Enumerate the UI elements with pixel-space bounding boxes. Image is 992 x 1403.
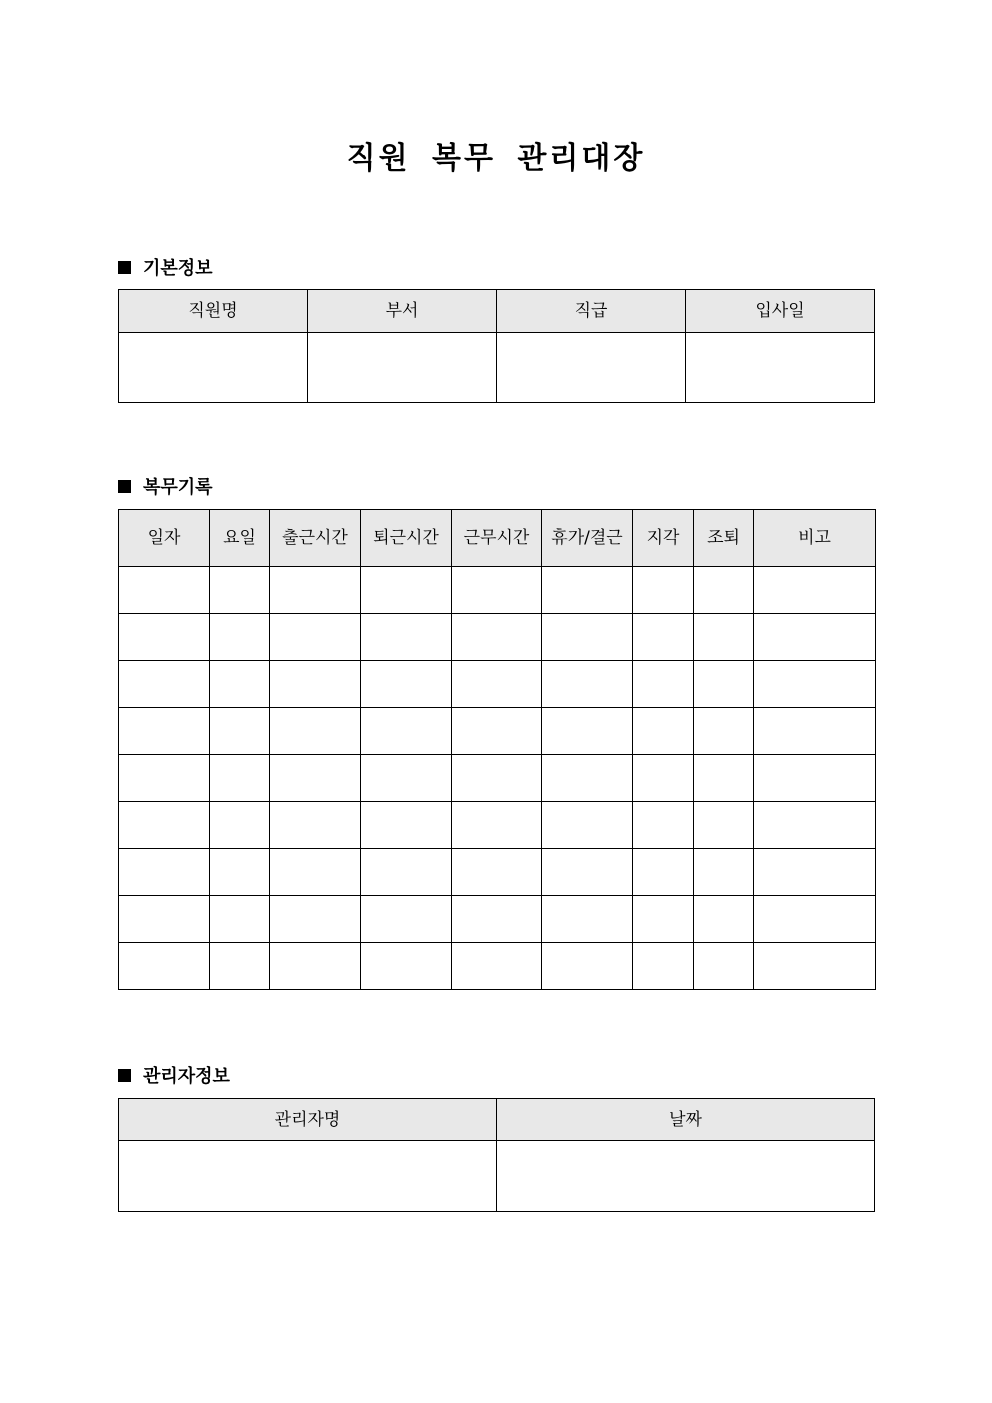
- cell-date[interactable]: [119, 567, 210, 614]
- cell-clock-in[interactable]: [270, 614, 361, 661]
- cell-weekday[interactable]: [210, 661, 270, 708]
- cell-leave-absence[interactable]: [542, 802, 633, 849]
- table-row: [119, 849, 876, 896]
- table-row: [119, 614, 876, 661]
- header-late: 지각: [633, 510, 694, 567]
- cell-leave-absence[interactable]: [542, 661, 633, 708]
- header-manager-name: 관리자명: [119, 1099, 497, 1141]
- header-clock-in: 출근시간: [270, 510, 361, 567]
- header-date: 일자: [119, 510, 210, 567]
- cell-leave-absence[interactable]: [542, 567, 633, 614]
- table-header-row: [119, 1099, 875, 1141]
- cell-manager-name[interactable]: [119, 1141, 497, 1212]
- header-department: 부서: [308, 290, 497, 333]
- header-clock-out: 퇴근시간: [361, 510, 452, 567]
- cell-remarks[interactable]: [754, 708, 876, 755]
- table-row: [119, 567, 876, 614]
- cell-late[interactable]: [633, 708, 694, 755]
- cell-remarks[interactable]: [754, 614, 876, 661]
- header-sign-date: 날짜: [497, 1099, 875, 1141]
- table-row: [119, 896, 876, 943]
- cell-date[interactable]: [119, 708, 210, 755]
- header-weekday: 요일: [210, 510, 270, 567]
- cell-late[interactable]: [633, 802, 694, 849]
- cell-early-leave[interactable]: [694, 661, 754, 708]
- header-work-hours: 근무시간: [452, 510, 542, 567]
- cell-clock-out[interactable]: [361, 708, 452, 755]
- table-row: [119, 802, 876, 849]
- cell-work-hours[interactable]: [452, 802, 542, 849]
- cell-late[interactable]: [633, 896, 694, 943]
- cell-remarks[interactable]: [754, 567, 876, 614]
- cell-date[interactable]: [119, 896, 210, 943]
- cell-clock-in[interactable]: [270, 755, 361, 802]
- cell-late[interactable]: [633, 614, 694, 661]
- cell-weekday[interactable]: [210, 755, 270, 802]
- square-bullet-icon: [118, 1069, 131, 1082]
- cell-clock-in[interactable]: [270, 943, 361, 990]
- cell-clock-in[interactable]: [270, 708, 361, 755]
- cell-early-leave[interactable]: [694, 849, 754, 896]
- cell-date[interactable]: [119, 802, 210, 849]
- cell-clock-out[interactable]: [361, 943, 452, 990]
- cell-date[interactable]: [119, 755, 210, 802]
- table-row: [119, 661, 876, 708]
- manager-info-table: [118, 1098, 875, 1212]
- cell-remarks[interactable]: [754, 755, 876, 802]
- table-row: [119, 1141, 875, 1212]
- cell-work-hours[interactable]: [452, 567, 542, 614]
- cell-leave-absence[interactable]: [542, 708, 633, 755]
- cell-leave-absence[interactable]: [542, 849, 633, 896]
- section-title-basic: [118, 254, 213, 280]
- cell-sign-date[interactable]: [497, 1141, 875, 1212]
- cell-remarks[interactable]: [754, 849, 876, 896]
- cell-work-hours[interactable]: [452, 849, 542, 896]
- header-early-leave: 조퇴: [694, 510, 754, 567]
- cell-weekday[interactable]: [210, 802, 270, 849]
- header-position: 직급: [497, 290, 686, 333]
- cell-clock-out[interactable]: [361, 661, 452, 708]
- table-row: [119, 943, 876, 990]
- cell-clock-out[interactable]: [361, 567, 452, 614]
- square-bullet-icon: [118, 480, 131, 493]
- cell-date[interactable]: [119, 661, 210, 708]
- header-hire-date: 입사일: [686, 290, 875, 333]
- cell-work-hours[interactable]: [452, 661, 542, 708]
- table-header-row: [119, 290, 875, 333]
- cell-remarks[interactable]: [754, 943, 876, 990]
- cell-work-hours[interactable]: [452, 943, 542, 990]
- cell-late[interactable]: [633, 849, 694, 896]
- cell-early-leave[interactable]: [694, 943, 754, 990]
- cell-leave-absence[interactable]: [542, 896, 633, 943]
- attendance-record-body: [119, 567, 876, 990]
- cell-remarks[interactable]: [754, 802, 876, 849]
- cell-weekday[interactable]: [210, 896, 270, 943]
- cell-clock-out[interactable]: [361, 849, 452, 896]
- cell-date[interactable]: [119, 943, 210, 990]
- cell-early-leave[interactable]: [694, 567, 754, 614]
- section-title-manager-label: 관리자정보: [143, 1066, 230, 1087]
- basic-info-table: [118, 289, 875, 403]
- cell-clock-in[interactable]: [270, 661, 361, 708]
- cell-clock-in[interactable]: [270, 567, 361, 614]
- cell-clock-out[interactable]: [361, 802, 452, 849]
- cell-late[interactable]: [633, 943, 694, 990]
- cell-early-leave[interactable]: [694, 708, 754, 755]
- cell-date[interactable]: [119, 849, 210, 896]
- cell-remarks[interactable]: [754, 896, 876, 943]
- table-row: [119, 708, 876, 755]
- cell-clock-in[interactable]: [270, 896, 361, 943]
- cell-weekday[interactable]: [210, 614, 270, 661]
- cell-clock-out[interactable]: [361, 755, 452, 802]
- cell-clock-in[interactable]: [270, 802, 361, 849]
- header-employee-name: 직원명: [119, 290, 308, 333]
- square-bullet-icon: [118, 261, 131, 274]
- cell-late[interactable]: [633, 567, 694, 614]
- cell-leave-absence[interactable]: [542, 943, 633, 990]
- header-leave-absence: 휴가/결근: [542, 510, 633, 567]
- cell-work-hours[interactable]: [452, 755, 542, 802]
- table-row: [119, 755, 876, 802]
- cell-late[interactable]: [633, 755, 694, 802]
- section-title-record: [118, 473, 213, 499]
- section-title-manager: [118, 1062, 230, 1088]
- cell-early-leave[interactable]: [694, 755, 754, 802]
- page-title: 직원 복무 관리대장: [346, 141, 646, 176]
- header-remarks: 비고: [754, 510, 876, 567]
- section-title-basic-label: 기본정보: [143, 258, 213, 279]
- cell-early-leave[interactable]: [694, 802, 754, 849]
- cell-weekday[interactable]: [210, 943, 270, 990]
- cell-late[interactable]: [633, 661, 694, 708]
- cell-position[interactable]: [497, 333, 686, 403]
- cell-employee-name[interactable]: [119, 333, 308, 403]
- cell-early-leave[interactable]: [694, 614, 754, 661]
- cell-leave-absence[interactable]: [542, 755, 633, 802]
- section-title-record-label: 복무기록: [143, 477, 213, 498]
- cell-work-hours[interactable]: [452, 896, 542, 943]
- cell-clock-in[interactable]: [270, 849, 361, 896]
- cell-hire-date[interactable]: [686, 333, 875, 403]
- table-header-row: [119, 510, 876, 567]
- cell-clock-out[interactable]: [361, 896, 452, 943]
- cell-clock-out[interactable]: [361, 614, 452, 661]
- cell-date[interactable]: [119, 614, 210, 661]
- cell-early-leave[interactable]: [694, 896, 754, 943]
- cell-work-hours[interactable]: [452, 708, 542, 755]
- cell-weekday[interactable]: [210, 708, 270, 755]
- cell-leave-absence[interactable]: [542, 614, 633, 661]
- cell-work-hours[interactable]: [452, 614, 542, 661]
- table-row: [119, 333, 875, 403]
- cell-weekday[interactable]: [210, 567, 270, 614]
- attendance-record-table: [118, 509, 876, 990]
- cell-remarks[interactable]: [754, 661, 876, 708]
- cell-department[interactable]: [308, 333, 497, 403]
- cell-weekday[interactable]: [210, 849, 270, 896]
